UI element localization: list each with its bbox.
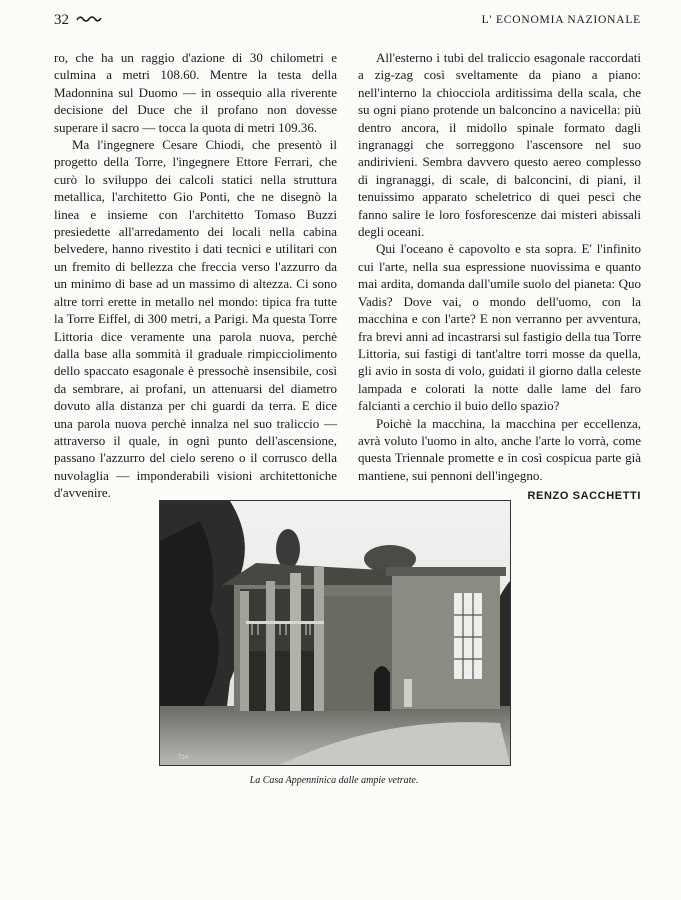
article-right-column — [358, 49, 641, 506]
svg-text:714: 714 — [178, 755, 189, 761]
paragraph: All'esterno i tubi del traliccio esagonale raccordati a zig-zag così sveltamente da piano a piano: nell'interno la chiocciola arditissima della scala, che su ogni piano protende un balconcino a navicella: più dentro ancora, il midollo spinale formato dagli ingranaggi che sorreggono l'ascensore nel suo andirivieni. Sembra davvero questo aereo complesso di ingranaggi, di scale, di balconcini, di piani, il tenuissimo apparato scheletrico di quei pesci che fanno salire le loro fosforescenze dai misteri abissali degli oceani. — [358, 50, 641, 240]
page-header — [54, 10, 641, 32]
running-title: L' ECONOMIA NAZIONALE — [481, 14, 641, 26]
author-signature: RENZO SACCHETTI — [527, 490, 641, 503]
paragraph: Poichè la macchina, la macchina per eccellenza, avrà voluto l'uomo in alto, anche l'arte lo vorrà, come questa Triennale promette e in così cospicua parte già mantiene, sui pennoni dell'ingegno. — [358, 415, 641, 483]
article-left-column — [54, 49, 337, 502]
photo-casa-appenninica — [159, 500, 511, 766]
photo-caption: La Casa Appenninica dalle ampie vetrate. — [249, 775, 419, 786]
page-number: 32 — [54, 12, 69, 28]
ornament-icon — [76, 14, 102, 24]
paragraph: Ma l'ingegnere Cesare Chiodi, che presentò il progetto della Torre, l'ingegnere Ettore Ferrari, che curò lo sviluppo dei calcoli statici nella struttura metallica, l'architetto Gio Ponti, che ne disegnò la linea e insieme con l'architetto Tomaso Buzzi presiedette all'arredamento dei locali nella cabina belvedere, hanno rivestito i dati tecnici e utilitari con un fremito di bellezza che freccia verso l'azzurro da un minimo di base ad un massimo di altezza. Ci sono altre torri erette in metallo nel mondo: tipica fra tutte la Torre Eiffel, di 300 metri, a Parigi. Ma questa Torre Littoria dice veramente una parola nuova, perchè dalla base alla sommità il graduale rimpicciolimento dello spaccato esagonale è pressochè insensibile, così da sembrare, ai profani, un attenuarsi del diametro dovuto alla distanza per chi guardi da terra. E dice una parola nuova perchè innalza nel suo traliccio — attraverso il quale, in ognì punto dell'ascensione, passano l'azzurro del cielo sereno o il corrusco della nuvolaglia — imponderabili visioni architettoniche d'avvenire. — [54, 137, 337, 501]
paragraph: Qui l'oceano è capovolto e sta sopra. E' l'infinito cui l'arte, nella sua espressione nuovissima e quanto mai ardita, domanda dall'umile suolo del pianeta: Quo Vadis? Dove vai, o mondo dell'uomo, con la macchina e con l'arte? E non verranno per avventura, fra brevi anni ad incastrarsi sul fastigio della tua Torre Littoria, sui fastigi di tant'altre torri mosse da quella, gli avio in sosta di volo, guidati il giorno dalla celeste lampada e colorati la notte dalle lame del faro falcianti a cerchio il buio dello spazio? — [358, 241, 641, 414]
paragraph: ro, che ha un raggio d'azione di 30 chilometri e culmina a metri 108.60. Mentre la testa della Madonnina sul Duomo — in ossequio alla riverente decisione del Duce che il profano non dovesse superare il sacro — tocca la quota di metri 109.36. — [54, 50, 337, 135]
